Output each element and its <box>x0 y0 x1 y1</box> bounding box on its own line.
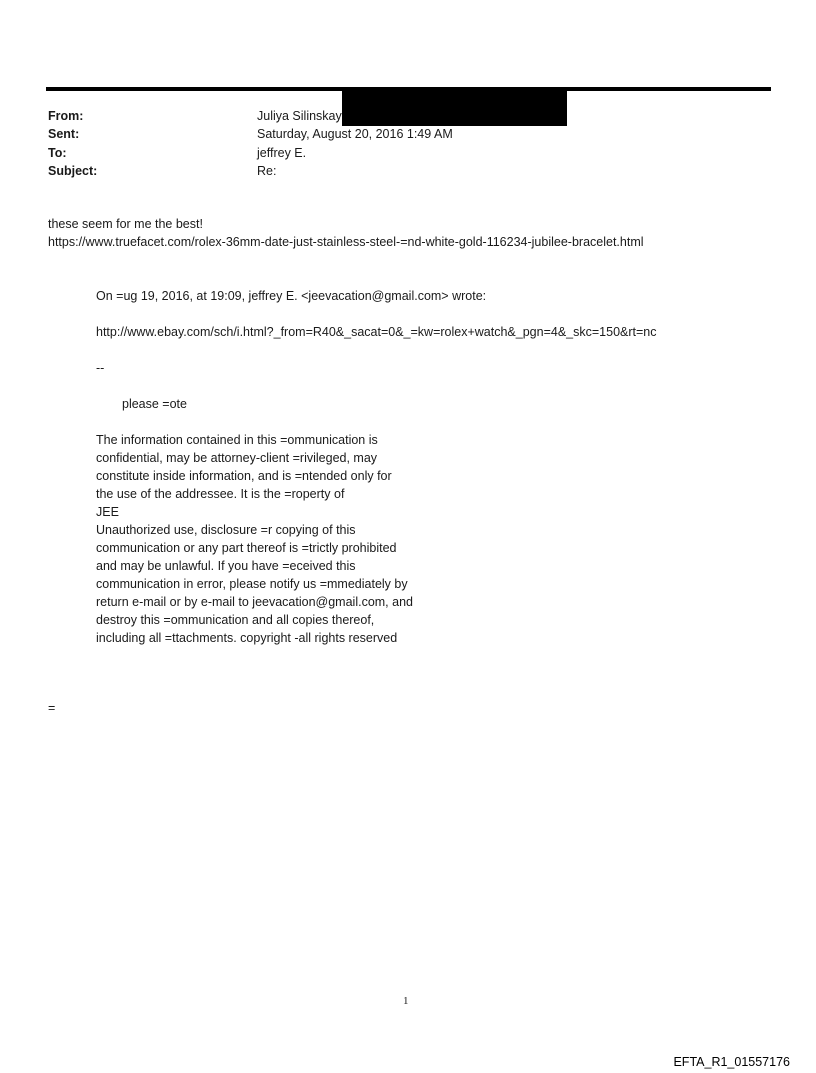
disclaimer-line: including all =ttachments. copyright -all rights reserved <box>96 631 398 645</box>
from-value: Juliya Silinskay <box>257 109 342 123</box>
to-label: To: <box>48 146 67 160</box>
quoted-intro: On =ug 19, 2016, at 19:09, jeffrey E. <jeevacation@gmail.com> wrote: <box>96 289 487 303</box>
signature-text: please =ote <box>122 397 187 411</box>
disclaimer-line: communication or any part thereof is =trictly prohibited <box>96 541 397 555</box>
disclaimer-line: communication in error, please notify us =mmediately by <box>96 577 408 591</box>
quoted-link[interactable]: http://www.ebay.com/sch/i.html?_from=R40&_sacat=0&_=kw=rolex+watch&_pgn=4&_skc=150&rt=nc <box>96 325 657 339</box>
body-line-1: these seem for me the best! <box>48 217 203 231</box>
signature-separator: -- <box>96 361 105 375</box>
disclaimer-line: confidential, may be attorney-client =rivileged, may <box>96 451 378 465</box>
sent-label: Sent: <box>48 127 80 141</box>
body-link[interactable]: https://www.truefacet.com/rolex-36mm-date-just-stainless-steel-=nd-white-gold-116234-jubilee-bracelet.html <box>48 235 644 249</box>
from-label: From: <box>48 109 84 123</box>
disclaimer-line: return e-mail or by e-mail to jeevacation@gmail.com, and <box>96 595 413 609</box>
subject-label: Subject: <box>48 164 98 178</box>
disclaimer-line: constitute inside information, and is =ntended only for <box>96 469 392 483</box>
page-number: 1 <box>403 995 409 1007</box>
disclaimer-line: The information contained in this =ommunication is <box>96 433 378 447</box>
disclaimer-line: and may be unlawful. If you have =eceived this <box>96 559 356 573</box>
to-value: jeffrey E. <box>257 146 307 160</box>
trailing-char: = <box>48 701 56 715</box>
sent-value: Saturday, August 20, 2016 1:49 AM <box>257 127 453 141</box>
disclaimer-line: Unauthorized use, disclosure =r copying of this <box>96 523 356 537</box>
disclaimer-block <box>96 431 413 647</box>
redaction-block <box>342 91 567 126</box>
bates-number: EFTA_R1_01557176 <box>673 1055 790 1069</box>
disclaimer-line: JEE <box>96 505 119 519</box>
disclaimer-line: the use of the addressee. It is the =roperty of <box>96 487 345 501</box>
subject-value: Re: <box>257 164 277 178</box>
disclaimer-line: destroy this =ommunication and all copies thereof, <box>96 613 375 627</box>
